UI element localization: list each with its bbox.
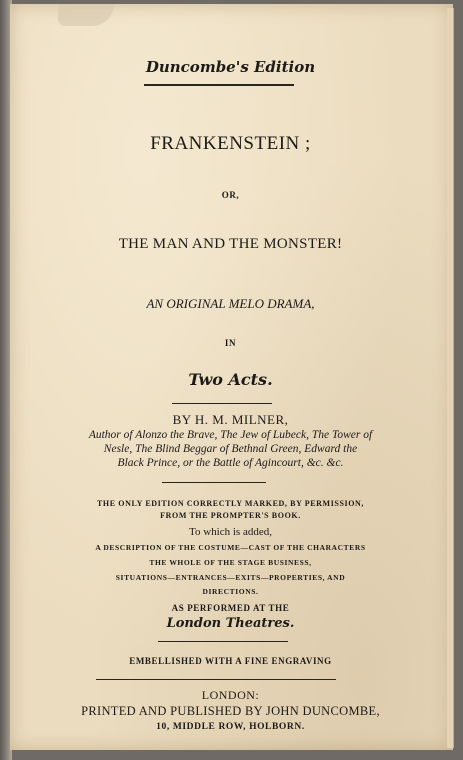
imprint-rule [96,679,336,680]
author-credit-2: Nesle, The Blind Beggar of Bethnal Green, Edward the [103,443,358,455]
performed-line: AS PERFORMED AT THE [171,603,290,613]
author-line: BY H. M. MILNER, [172,412,289,427]
description-4: DIRECTIONS. [202,587,259,596]
subtitle: THE MAN AND THE MONSTER! [118,236,343,252]
imprint-address: 10, MIDDLE ROW, HOLBORN. [156,722,305,732]
or-line: OR, [221,190,240,200]
page-title: FRANKENSTEIN ; [150,133,311,154]
description-2: THE WHOLE OF THE STAGE BUSINESS, [149,558,312,567]
author-rule [162,482,266,483]
to-which-added: To which is added, [189,526,272,538]
theatres-line: London Theatres. [166,616,295,631]
engraving-line: EMBELLISHED WITH A FINE ENGRAVING [129,656,332,666]
genre-line: AN ORIGINAL MELO DRAMA, [146,296,315,311]
acts-rule [172,403,272,404]
author-credit-3: Black Prince, or the Battle of Agincourt, &c. &c. [117,457,344,469]
edition-note-1: THE ONLY EDITION CORRECTLY MARKED, BY PERMISSION, [96,499,365,508]
description-3: SITUATIONS—ENTRANCES—EXITS—PROPERTIES, AND [115,573,346,582]
header-rule [144,84,294,86]
imprint-place: LONDON: [201,688,260,702]
description-1: A DESCRIPTION OF THE COSTUME—CAST OF THE CHARACTERS [95,543,366,552]
acts-line: Two Acts. [188,370,273,389]
edition-note-2: FROM THE PROMPTER'S BOOK. [160,511,301,520]
theatres-rule [158,641,288,642]
author-credit-1: Author of Alonzo the Brave, The Jew of Lubeck, The Tower of [88,429,373,441]
imprint-publisher: PRINTED AND PUBLISHED BY JOHN DUNCOMBE, [81,704,380,718]
in-line: IN [224,338,237,348]
edition-header: Duncombe's Edition [145,58,316,76]
